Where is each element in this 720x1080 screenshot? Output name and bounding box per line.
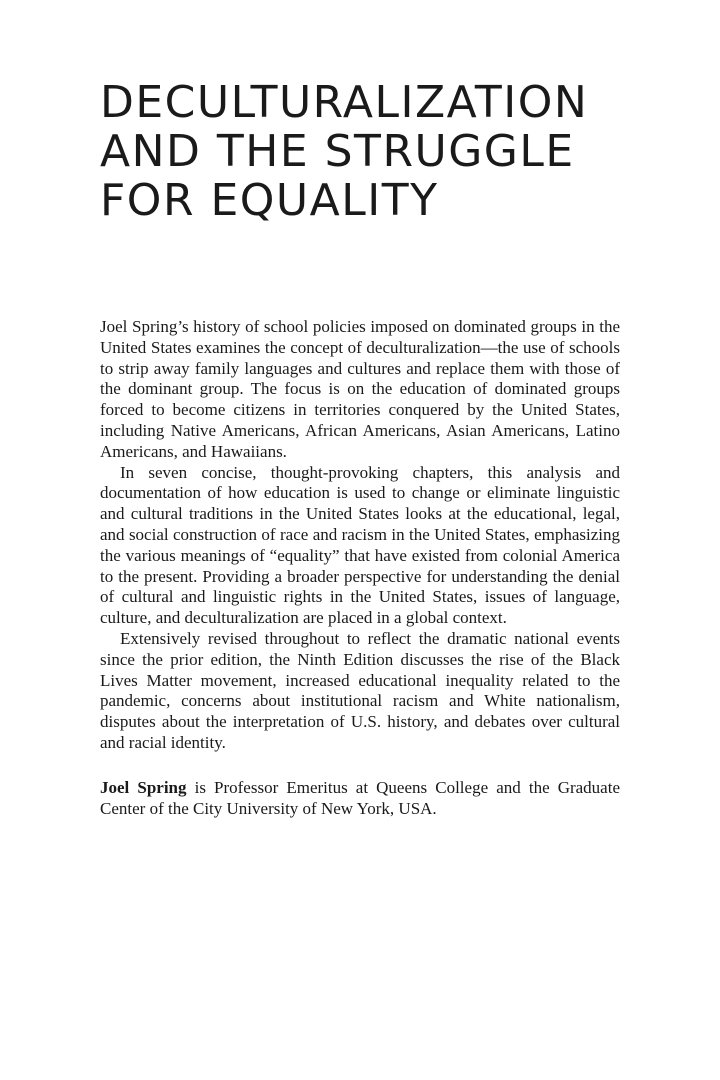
book-description xyxy=(100,317,620,754)
description-paragraph-1: Joel Spring’s history of school policies imposed on dominated groups in the United States examines the concept of deculturalization—the use of schools to strip away family languages and cultures and replace them with those of the dominant group. The focus is on the education of dominated groups forced to become citizens in territories conquered by the United States, including Native Americans, African Americans, Asian Americans, Latino Americans, and Hawaiians. xyxy=(100,317,620,461)
author-name: Joel Spring xyxy=(100,777,187,797)
book-title-line-2: AND THE STRUGGLE xyxy=(100,126,575,177)
book-blurb-page xyxy=(100,78,620,836)
author-bio-text: is Professor Emeritus at Queens College and the Graduate Center of the City University of New York, USA. xyxy=(100,777,620,818)
author-bio xyxy=(100,778,620,820)
description-paragraph-3: Extensively revised throughout to reflect the dramatic national events since the prior edition, the Ninth Edition discusses the rise of the Black Lives Matter movement, increased educational inequality related to the pandemic, concerns about institutional racism and White nationalism, disputes about the interpretation of U.S. history, and debates over cultural and racial identity. xyxy=(100,628,620,752)
description-paragraph-2: In seven concise, thought-provoking chapters, this analysis and documentation of how education is used to change or eliminate linguistic and cultural traditions in the United States looks at the educational, legal, and social construction of race and racism in the United States, emphasizing the various meanings of “equality” that have existed from colonial America to the present. Providing a broader perspective for understanding the denial of cultural and linguistic rights in the United States, issues of language, culture, and deculturalization are placed in a global context. xyxy=(100,462,620,628)
book-title-line-1: DECULTURALIZATION xyxy=(100,77,589,128)
book-title xyxy=(100,78,620,225)
book-title-line-3: FOR EQUALITY xyxy=(100,175,439,226)
